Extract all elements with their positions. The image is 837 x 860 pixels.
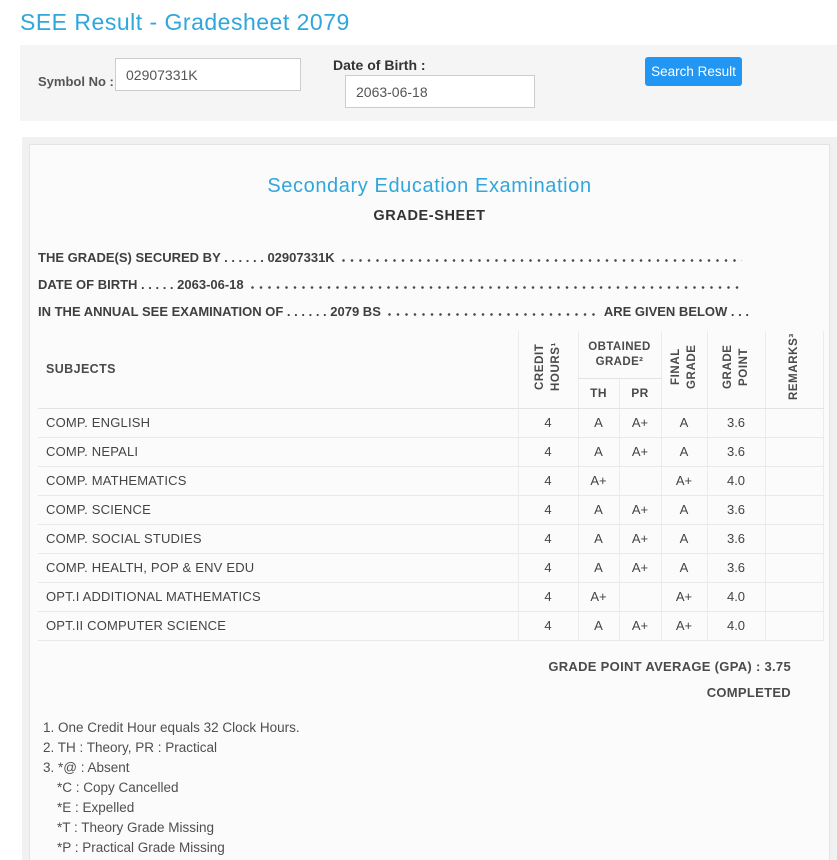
th-grade-cell: A xyxy=(578,408,619,437)
search-form-bar xyxy=(20,45,837,121)
dob-line-text: DATE OF BIRTH . . . . . 2063-06-18 xyxy=(38,277,244,292)
dot-leader xyxy=(251,286,742,289)
footnotes xyxy=(38,718,821,858)
pr-grade-cell: A+ xyxy=(619,495,661,524)
column-header-pr: PR xyxy=(619,378,661,408)
credit-cell: 4 xyxy=(518,524,578,553)
footnote-line: 1. One Credit Hour equals 32 Clock Hours. xyxy=(43,719,300,735)
table-row xyxy=(38,495,823,524)
grade-point-cell: 3.6 xyxy=(707,437,765,466)
are-given-below-text: ARE GIVEN BELOW . . . xyxy=(603,304,749,319)
grades-table xyxy=(38,331,824,641)
column-header-credit-hours: CREDIT HOURS¹ xyxy=(518,331,578,408)
remarks-cell xyxy=(765,553,823,582)
final-grade-cell: A xyxy=(661,437,707,466)
exam-heading: Secondary Education Examination xyxy=(267,175,592,197)
date-of-birth-input[interactable] xyxy=(345,75,535,108)
column-header-th: TH xyxy=(578,378,619,408)
dot-leader xyxy=(388,313,597,316)
final-grade-cell: A xyxy=(661,524,707,553)
column-header-remarks: REMARKS³ xyxy=(765,331,823,408)
credit-cell: 4 xyxy=(518,408,578,437)
search-result-button[interactable]: Search Result xyxy=(645,57,742,86)
footnote-line: 3. *@ : Absent xyxy=(43,759,130,775)
subject-cell: COMP. NEPALI xyxy=(38,437,518,466)
credit-cell: 4 xyxy=(518,466,578,495)
footnote-line: *E : Expelled xyxy=(57,799,135,815)
subject-cell: COMP. MATHEMATICS xyxy=(38,466,518,495)
dot-leader xyxy=(342,259,742,262)
th-grade-cell: A+ xyxy=(578,466,619,495)
remarks-cell xyxy=(765,582,823,611)
footnote-line: *P : Practical Grade Missing xyxy=(57,839,225,855)
symbol-no-label: Symbol No : xyxy=(38,74,114,89)
table-row xyxy=(38,553,823,582)
footnote-line: *C : Copy Cancelled xyxy=(57,779,179,795)
credit-cell: 4 xyxy=(518,553,578,582)
th-grade-cell: A xyxy=(578,611,619,640)
table-row xyxy=(38,408,823,437)
gradesheet-subheading: GRADE-SHEET xyxy=(373,208,486,224)
remarks-cell xyxy=(765,466,823,495)
grade-point-cell: 3.6 xyxy=(707,408,765,437)
secured-by-line xyxy=(38,238,749,265)
th-grade-cell: A xyxy=(578,495,619,524)
credit-cell: 4 xyxy=(518,495,578,524)
symbol-no-input[interactable] xyxy=(115,58,301,91)
pr-grade-cell: A+ xyxy=(619,524,661,553)
remarks-cell xyxy=(765,611,823,640)
table-row xyxy=(38,611,823,640)
pr-grade-cell: A+ xyxy=(619,437,661,466)
gpa-line: GRADE POINT AVERAGE (GPA) : 3.75 xyxy=(548,658,791,674)
grade-point-cell: 4.0 xyxy=(707,611,765,640)
th-grade-cell: A xyxy=(578,553,619,582)
final-grade-cell: A xyxy=(661,408,707,437)
credit-cell: 4 xyxy=(518,611,578,640)
dob-line xyxy=(38,265,749,292)
grade-point-cell: 3.6 xyxy=(707,524,765,553)
pr-grade-cell: A+ xyxy=(619,408,661,437)
remarks-cell xyxy=(765,408,823,437)
secured-by-text: THE GRADE(S) SECURED BY . . . . . . 02907331K xyxy=(38,250,335,265)
final-grade-cell: A+ xyxy=(661,611,707,640)
column-header-grade-point: GRADE POINT xyxy=(707,331,765,408)
table-row xyxy=(38,466,823,495)
subject-cell: COMP. ENGLISH xyxy=(38,408,518,437)
subject-cell: OPT.I ADDITIONAL MATHEMATICS xyxy=(38,582,518,611)
subject-cell: COMP. HEALTH, POP & ENV EDU xyxy=(38,553,518,582)
table-row xyxy=(38,524,823,553)
declaration-lines xyxy=(38,238,821,319)
gradesheet-card xyxy=(29,144,830,860)
date-of-birth-label: Date of Birth : xyxy=(333,57,426,73)
pr-grade-cell: A+ xyxy=(619,611,661,640)
grade-point-cell: 3.6 xyxy=(707,495,765,524)
pr-grade-cell xyxy=(619,466,661,495)
status-text: COMPLETED xyxy=(706,684,791,700)
th-grade-cell: A+ xyxy=(578,582,619,611)
grade-point-cell: 4.0 xyxy=(707,466,765,495)
pr-grade-cell xyxy=(619,582,661,611)
remarks-cell xyxy=(765,524,823,553)
final-grade-cell: A+ xyxy=(661,466,707,495)
exam-year-text: IN THE ANNUAL SEE EXAMINATION OF . . . . . . 2079 BS xyxy=(38,304,381,319)
final-grade-cell: A xyxy=(661,553,707,582)
column-header-final-grade: FINAL GRADE xyxy=(661,331,707,408)
table-row xyxy=(38,437,823,466)
credit-cell: 4 xyxy=(518,437,578,466)
subject-cell: COMP. SOCIAL STUDIES xyxy=(38,524,518,553)
footnote-line: 2. TH : Theory, PR : Practical xyxy=(43,739,218,755)
subject-cell: OPT.II COMPUTER SCIENCE xyxy=(38,611,518,640)
column-header-subjects: SUBJECTS xyxy=(38,331,518,408)
pr-grade-cell: A+ xyxy=(619,553,661,582)
final-grade-cell: A+ xyxy=(661,582,707,611)
table-row xyxy=(38,582,823,611)
final-grade-cell: A xyxy=(661,495,707,524)
subject-cell: COMP. SCIENCE xyxy=(38,495,518,524)
grade-point-cell: 3.6 xyxy=(707,553,765,582)
th-grade-cell: A xyxy=(578,524,619,553)
result-panel xyxy=(22,137,837,860)
page-title: SEE Result - Gradesheet 2079 xyxy=(20,9,350,35)
th-grade-cell: A xyxy=(578,437,619,466)
exam-year-line xyxy=(38,292,749,319)
remarks-cell xyxy=(765,437,823,466)
column-header-obtained-grade: OBTAINED GRADE² xyxy=(578,331,661,378)
credit-cell: 4 xyxy=(518,582,578,611)
grade-point-cell: 4.0 xyxy=(707,582,765,611)
remarks-cell xyxy=(765,495,823,524)
footnote-line: *T : Theory Grade Missing xyxy=(57,819,215,835)
